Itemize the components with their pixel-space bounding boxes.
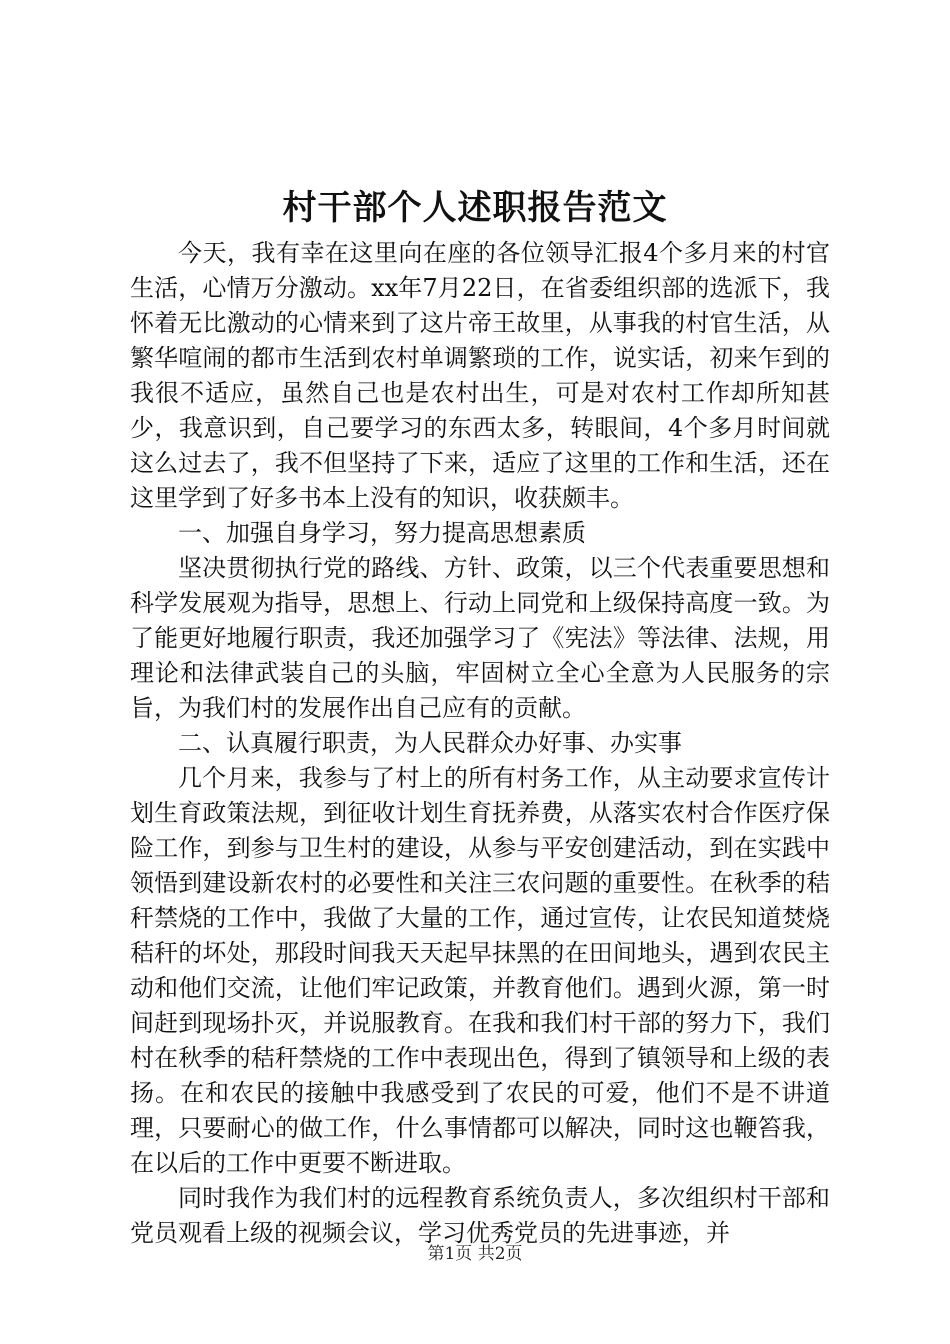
section-heading-2: 二、认真履行职责，为人民群众办好事、办实事 bbox=[178, 729, 682, 757]
section-2-paragraph: 几个月来，我参与了村上的所有村务工作，从主动要求宣传计划生育政策法规，到征收计划生育抚养费，从落实农村合作医疗保险工作，到参与卫生村的建设，从参与平安创建活动，到在实践中领悟到建设新农村的必要性和关注三农问题的重要性。在秋季的秸秆禁烧的工作中，我做了大量的工作，通过宣传，让农民知道焚烧秸秆的坏处，那段时间我天天起早抹黑的在田间地头，遇到农民主动和他们交流，让他们牢记政策，并教育他们。遇到火源，第一时间赶到现场扑灭，并说服教育。在我和我们村干部的努力下，我们村在秋季的秸秆禁烧的工作中表现出色，得到了镇领导和上级的表扬。在和农民的接触中我感受到了农民的可爱，他们不是不讲道理，只要耐心的做工作，什么事情都可以解决，同时这也鞭笞我，在以后的工作中更要不断进取。 bbox=[130, 764, 830, 1177]
section-heading-1: 一、加强自身学习，努力提高思想素质 bbox=[178, 519, 586, 547]
document-title: 村干部个人述职报告范文 bbox=[282, 188, 668, 228]
section-1-paragraph: 坚决贯彻执行党的路线、方针、政策，以三个代表重要思想和科学发展观为指导，思想上、行动上同党和上级保持高度一致。为了能更好地履行职责，我还加强学习了《宪法》等法律、法规，用理论和法律武装自己的头脑，牢固树立全心全意为人民服务的宗旨，为我们村的发展作出自己应有的贡献。 bbox=[130, 554, 830, 722]
intro-paragraph: 今天，我有幸在这里向在座的各位领导汇报4个多月来的村官生活，心情万分激动。xx年7月22日，在省委组织部的选派下，我怀着无比激动的心情来到了这片帝王故里，从事我的村官生活，从繁华喧闹的都市生活到农村单调繁琐的工作，说实话，初来乍到的我很不适应，虽然自己也是农村出生，可是对农村工作却所知甚少，我意识到，自己要学习的东西太多，转眼间，4个多月时间就这么过去了，我不但坚持了下来，适应了这里的工作和生活，还在这里学到了好多书本上没有的知识，收获颇丰。 bbox=[130, 239, 830, 512]
document-body bbox=[130, 236, 830, 1251]
page-footer: 第1页 共2页 bbox=[427, 1244, 523, 1264]
continuation-paragraph: 同时我作为我们村的远程教育系统负责人，多次组织村干部和党员观看上级的视频会议，学习优秀党员的先进事迹，并 bbox=[130, 1184, 830, 1247]
